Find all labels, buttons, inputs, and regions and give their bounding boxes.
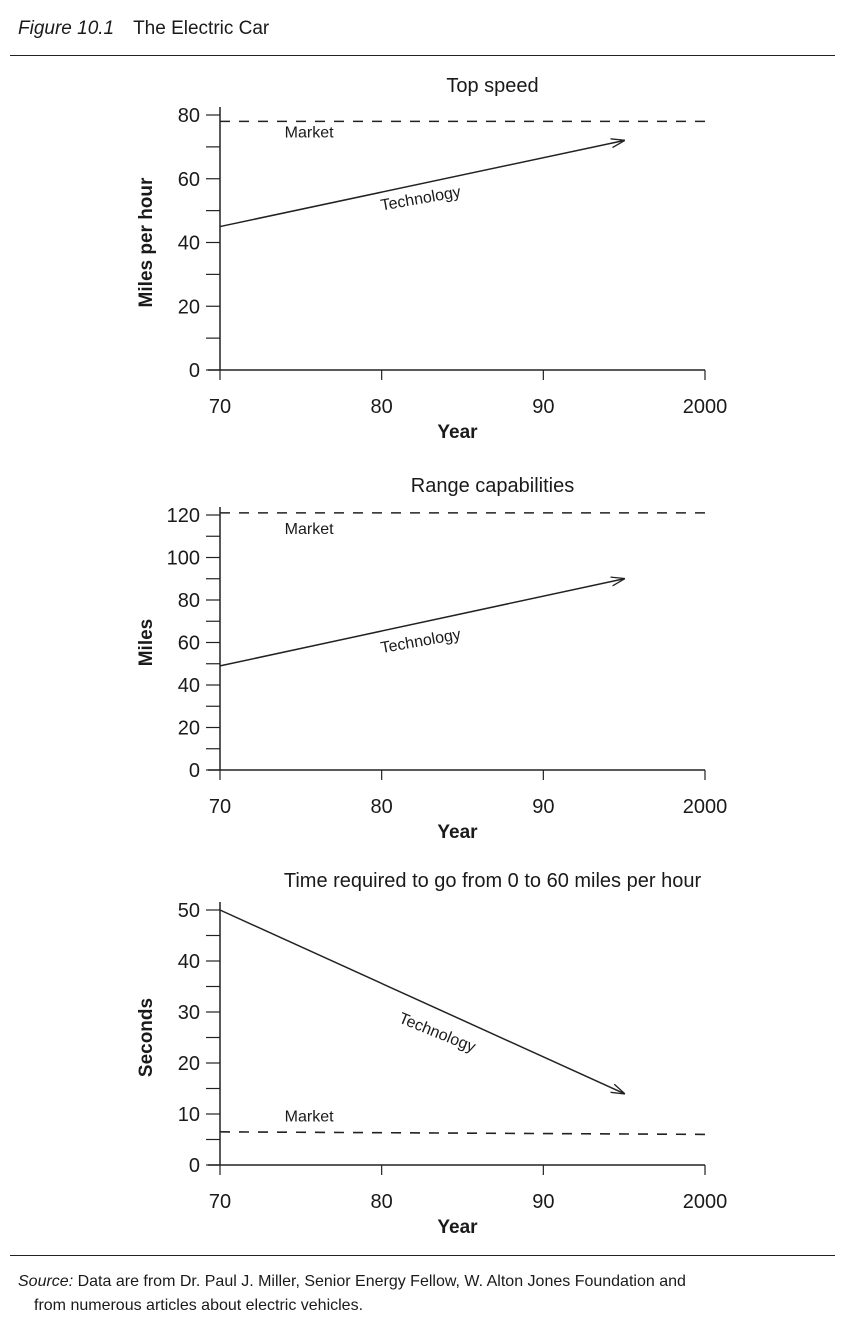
y-tick-label: 20 <box>177 296 200 319</box>
source-line-1: Data are from Dr. Paul J. Miller, Senior Energy Fellow, W. Alton Jones Foundation and <box>77 1273 686 1290</box>
x-tick-label: 2000 <box>682 796 728 818</box>
y-axis-label: Miles <box>136 618 157 667</box>
y-tick-label: 20 <box>177 717 200 740</box>
x-axis-label: Year <box>437 822 478 843</box>
y-tick-label: 40 <box>177 951 200 973</box>
y-axis-label: Miles per hour <box>136 177 157 308</box>
y-tick-label: 0 <box>188 360 200 382</box>
y-tick-label: 40 <box>177 232 200 255</box>
y-tick-label: 0 <box>188 760 200 782</box>
market-label: Market <box>284 521 334 539</box>
top-speed-chart <box>0 65 850 455</box>
x-tick-label: 70 <box>208 1191 232 1213</box>
y-tick-label: 60 <box>177 168 200 191</box>
figure-header <box>18 18 269 40</box>
market-label: Market <box>284 1108 334 1126</box>
x-tick-label: 2000 <box>682 1191 728 1213</box>
y-tick-label: 30 <box>177 1002 200 1024</box>
technology-label: Technology <box>379 626 463 658</box>
chart-title: Top speed <box>446 75 539 97</box>
bottom-rule <box>10 1255 835 1256</box>
y-tick-label: 10 <box>177 1104 200 1126</box>
top-rule <box>10 55 835 56</box>
source-label: Source: <box>18 1273 74 1290</box>
y-tick-label: 80 <box>177 105 200 127</box>
y-tick-label: 20 <box>177 1053 200 1075</box>
source-note <box>18 1270 833 1318</box>
chart-title: Range capabilities <box>410 475 575 497</box>
market-label: Market <box>284 124 334 142</box>
technology-label: Technology <box>396 1010 478 1057</box>
figure-title: The Electric Car <box>133 18 270 39</box>
x-tick-label: 2000 <box>682 396 728 418</box>
y-tick-label: 120 <box>166 505 200 527</box>
x-axis-label: Year <box>437 1217 478 1238</box>
range-capabilities-chart <box>0 465 850 855</box>
x-tick-label: 90 <box>532 396 555 418</box>
x-tick-label: 80 <box>370 796 393 818</box>
acceleration-time-chart <box>0 860 850 1250</box>
x-tick-label: 80 <box>370 396 393 418</box>
x-tick-label: 70 <box>208 396 232 418</box>
figure-number: Figure 10.1 <box>18 18 115 39</box>
y-tick-label: 60 <box>177 632 200 655</box>
technology-arrow <box>220 579 624 666</box>
x-tick-label: 90 <box>532 1191 555 1213</box>
y-tick-label: 40 <box>177 675 200 697</box>
y-axis-label: Seconds <box>136 997 157 1078</box>
technology-arrow <box>220 141 624 227</box>
x-axis-label: Year <box>437 422 478 443</box>
y-tick-label: 0 <box>188 1155 200 1177</box>
technology-label: Technology <box>379 183 463 215</box>
source-line-2: from numerous articles about electric vehicles. <box>34 1297 364 1314</box>
y-tick-label: 80 <box>177 590 200 612</box>
y-tick-label: 100 <box>166 547 200 570</box>
chart-title: Time required to go from 0 to 60 miles per hour <box>283 870 702 892</box>
x-tick-label: 80 <box>370 1191 393 1213</box>
x-tick-label: 90 <box>532 796 555 818</box>
market-line <box>220 1132 705 1135</box>
y-tick-label: 50 <box>177 900 200 922</box>
x-tick-label: 70 <box>208 796 232 818</box>
technology-arrow <box>220 910 624 1094</box>
